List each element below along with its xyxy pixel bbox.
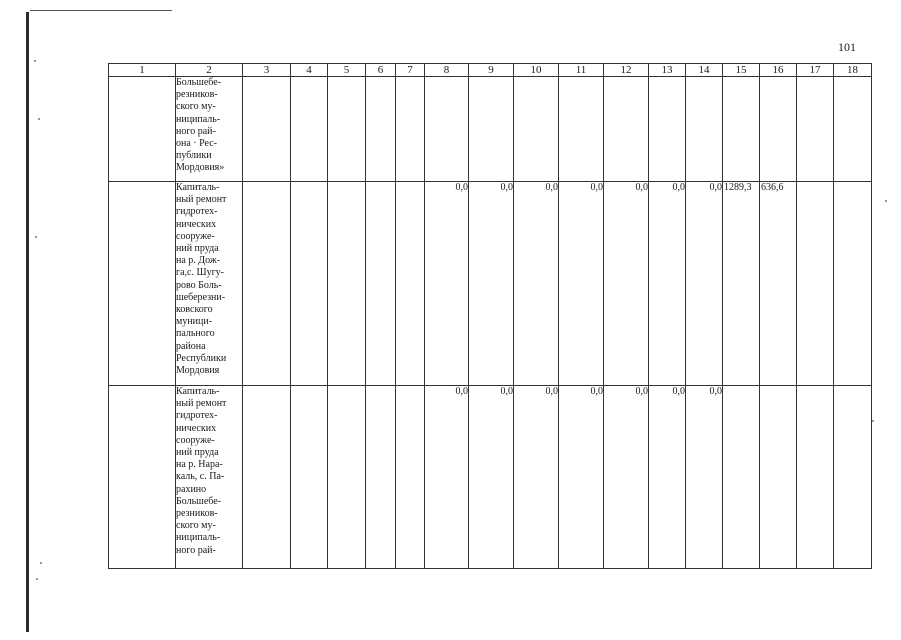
row-number-cell	[109, 182, 176, 386]
table-row	[109, 77, 872, 182]
value-cell-col-11: 0,0	[559, 182, 604, 386]
value-cell-col-6	[366, 386, 396, 569]
scan-speck	[34, 60, 36, 62]
description-line: ного рай-	[176, 544, 216, 556]
column-header: 5	[328, 64, 366, 77]
description-line: района	[176, 340, 206, 352]
value-cell-col-8	[425, 77, 469, 182]
page-number: 101	[838, 40, 856, 54]
value-cell-col-6	[366, 182, 396, 386]
value-cell-col-18	[834, 386, 872, 569]
value-cell-col-17	[797, 77, 834, 182]
description-line: рахино	[176, 483, 207, 495]
value-cell-col-5	[328, 182, 366, 386]
description-line: Большебе-	[176, 495, 222, 507]
value-cell-col-4	[291, 182, 328, 386]
description-line: ниципаль-	[176, 113, 221, 125]
description-line: муници-	[176, 316, 213, 328]
value-cell-col-12: 0,0	[604, 182, 649, 386]
value-cell-col-15	[723, 77, 760, 182]
value-cell-col-9	[469, 77, 514, 182]
table-header-row	[109, 64, 872, 77]
value-cell-col-15: 1289,3	[723, 182, 760, 386]
value-cell-col-11	[559, 77, 604, 182]
value-cell-col-12	[604, 77, 649, 182]
value-cell-col-9: 0,0	[469, 386, 514, 569]
value-cell-col-12: 0,0	[604, 386, 649, 569]
description-line: она · Рес-	[176, 138, 218, 150]
data-table	[108, 63, 872, 569]
value-cell-col-14: 0,0	[686, 182, 723, 386]
description-line: Республики	[176, 352, 227, 364]
scan-speck	[38, 118, 40, 120]
column-header: 1	[109, 64, 176, 77]
row-number-cell	[109, 77, 176, 182]
value-cell-col-18	[834, 77, 872, 182]
value-cell-col-7	[396, 386, 425, 569]
description-line: га,с. Шугу-	[176, 267, 224, 279]
value-cell-col-9: 0,0	[469, 182, 514, 386]
description-line: гидротех-	[176, 206, 218, 218]
value-cell-col-10: 0,0	[514, 182, 559, 386]
column-header: 13	[649, 64, 686, 77]
description-line: ний пруда	[176, 243, 219, 255]
description-line: пального	[176, 328, 215, 340]
description-line: ный ремонт	[176, 398, 227, 410]
description-line: ный ремонт	[176, 194, 227, 206]
column-header: 4	[291, 64, 328, 77]
description-line: резников-	[176, 89, 218, 101]
column-header: 11	[559, 64, 604, 77]
row-number-cell	[109, 386, 176, 569]
description-line: нических	[176, 218, 217, 230]
description-line: каль, с. Па-	[176, 471, 225, 483]
value-cell-col-8: 0,0	[425, 182, 469, 386]
description-line: ного рай-	[176, 125, 216, 137]
value-cell-col-16: 636,6	[760, 182, 797, 386]
value-cell-col-8: 0,0	[425, 386, 469, 569]
value-cell-col-4	[291, 77, 328, 182]
scan-speck	[36, 578, 38, 580]
description-line: ского му-	[176, 520, 216, 532]
description-line: нических	[176, 422, 217, 434]
column-header: 16	[760, 64, 797, 77]
value-cell-col-17	[797, 182, 834, 386]
value-cell-col-14: 0,0	[686, 386, 723, 569]
value-cell-col-16	[760, 386, 797, 569]
scan-speck	[872, 420, 874, 422]
column-header: 6	[366, 64, 396, 77]
column-header: 8	[425, 64, 469, 77]
value-cell-col-3	[243, 386, 291, 569]
table-row	[109, 182, 872, 386]
column-header: 3	[243, 64, 291, 77]
value-cell-col-13: 0,0	[649, 182, 686, 386]
description-line: сооруже-	[176, 434, 215, 446]
value-cell-col-5	[328, 77, 366, 182]
scan-speck	[40, 562, 42, 564]
value-cell-col-6	[366, 77, 396, 182]
description-cell	[176, 386, 243, 569]
description-line: гидротех-	[176, 410, 218, 422]
description-line: сооруже-	[176, 230, 215, 242]
value-cell-col-5	[328, 386, 366, 569]
table-row	[109, 386, 872, 569]
description-line: на р. Дож-	[176, 255, 221, 267]
description-line: ского му-	[176, 101, 216, 113]
value-cell-col-16	[760, 77, 797, 182]
description-line: на р. Нара-	[176, 459, 223, 471]
value-cell-col-18	[834, 182, 872, 386]
description-line: рово Боль-	[176, 279, 222, 291]
value-cell-col-11: 0,0	[559, 386, 604, 569]
scan-edge-bar	[26, 12, 29, 632]
description-line: ковского	[176, 304, 213, 316]
value-cell-col-3	[243, 77, 291, 182]
value-cell-col-3	[243, 182, 291, 386]
description-line: Капиталь-	[176, 182, 220, 193]
value-cell-col-10: 0,0	[514, 386, 559, 569]
column-header: 12	[604, 64, 649, 77]
description-cell	[176, 77, 243, 182]
column-header: 7	[396, 64, 425, 77]
description-line: публики	[176, 150, 212, 162]
description-line: Большебе-	[176, 77, 222, 88]
value-cell-col-13: 0,0	[649, 386, 686, 569]
description-line: Мордовия»	[176, 162, 225, 174]
column-header: 14	[686, 64, 723, 77]
value-cell-col-4	[291, 386, 328, 569]
scan-top-line	[30, 10, 172, 11]
column-header: 2	[176, 64, 243, 77]
description-line: шеберезни-	[176, 291, 226, 303]
column-header: 18	[834, 64, 872, 77]
value-cell-col-17	[797, 386, 834, 569]
value-cell-col-7	[396, 77, 425, 182]
value-cell-col-15	[723, 386, 760, 569]
column-header: 10	[514, 64, 559, 77]
column-header: 17	[797, 64, 834, 77]
column-header: 9	[469, 64, 514, 77]
column-header: 15	[723, 64, 760, 77]
value-cell-col-10	[514, 77, 559, 182]
description-line: ниципаль-	[176, 532, 221, 544]
scan-speck	[35, 236, 37, 238]
scan-speck	[885, 200, 887, 202]
description-line: ний пруда	[176, 447, 219, 459]
description-line: резников-	[176, 508, 218, 520]
value-cell-col-7	[396, 182, 425, 386]
value-cell-col-13	[649, 77, 686, 182]
description-line: Капиталь-	[176, 386, 220, 397]
description-cell	[176, 182, 243, 386]
description-line: Мордовия	[176, 365, 220, 377]
value-cell-col-14	[686, 77, 723, 182]
